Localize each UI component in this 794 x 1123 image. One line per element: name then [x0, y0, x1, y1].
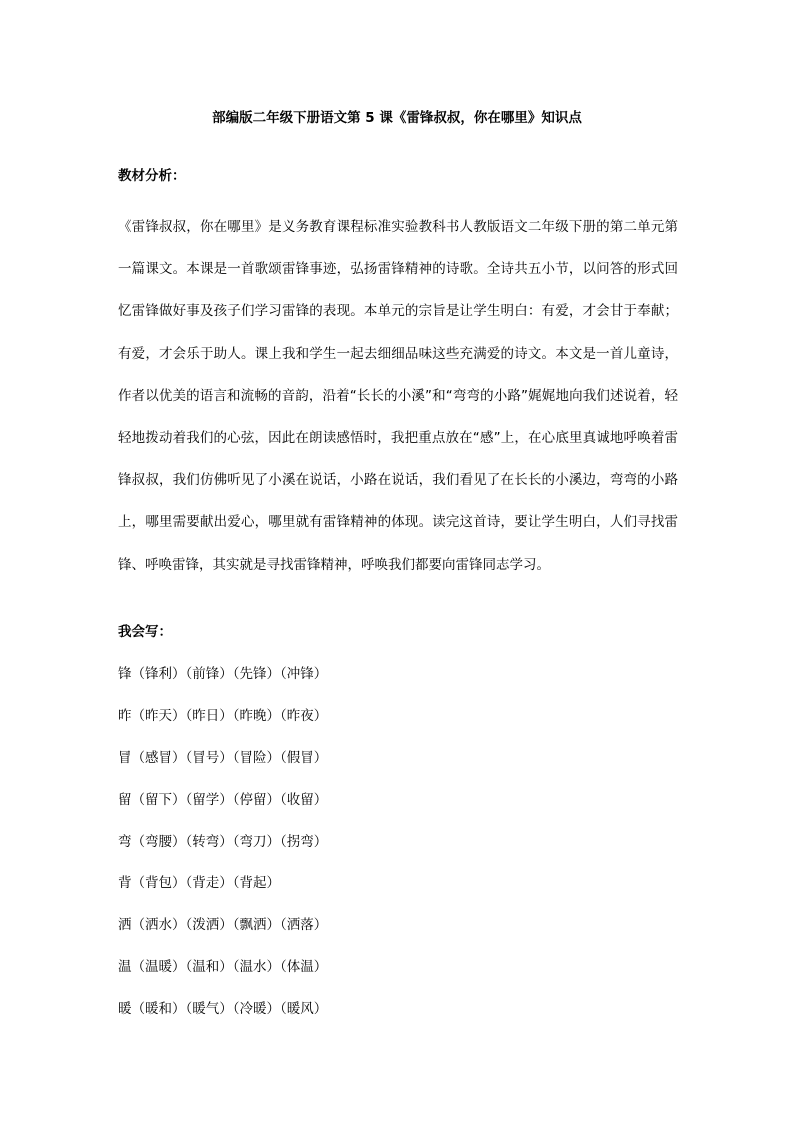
word-list — [118, 664, 327, 1041]
word-row: 温（温暖）（温和）（温水）（体温） — [118, 959, 328, 976]
word-row: 洒（洒水）（泼洒）（飘洒）（洒落） — [118, 917, 328, 934]
analysis-paragraph: 《雷锋叔叔，你在哪里》是义务教育课程标准实验教科书人教版语文二年级下册的第二单元第一篇课文。本课是一首歌颂雷锋事迹，弘扬雷锋精神的诗歌。全诗共五小节，以问答的形式回忆雷锋做好事及孩子们学习雷锋的表现。本单元的宗旨是让学生明白：有爱，才会甘于奉献；有爱，才会乐于助人。课上我和学生一起去细细品味这些充满爱的诗文。本文是一首儿童诗，作者以优美的语言和流畅的音韵，沿着“长长的小溪”和“弯弯的小路”娓娓地向我们述说着，轻轻地拨动着我们的心弦，因此在朗读感悟时，我把重点放在“感”上，在心底里真诚地呼唤着雷锋叔叔，我们仿佛听见了小溪在说话，小路在说话，我们看见了在长长的小溪边，弯弯的小路上，哪里需要献出爱心，哪里就有雷锋精神的体现。读完这首诗，要让学生明白，人们寻找雷锋、呼唤雷锋，其实就是寻找雷锋精神，呼唤我们都要向雷锋同志学习。 — [118, 219, 678, 573]
word-row: 昨（昨天）（昨日）（昨晚）（昨夜） — [118, 707, 328, 724]
word-row: 锋（锋利）（前锋）（先锋）（冲锋） — [118, 666, 328, 682]
analysis-heading: 教材分析： — [118, 168, 186, 184]
word-row: 背（背包）（背走）（背起） — [118, 875, 280, 892]
word-row: 暖（暖和）（暖气）（冷暖）（暖风） — [118, 1001, 328, 1018]
document-title: 部编版二年级下册语文第 5 课《雷锋叔叔，你在哪里》知识点 — [212, 110, 582, 126]
word-row: 留（留下）（留学）（停留）（收留） — [118, 791, 328, 808]
writing-heading: 我会写： — [118, 624, 172, 640]
word-row: 冒（感冒）（冒号）（冒险）（假冒） — [118, 749, 328, 766]
word-row: 弯（弯腰）（转弯）（弯刀）（拐弯） — [118, 833, 328, 850]
